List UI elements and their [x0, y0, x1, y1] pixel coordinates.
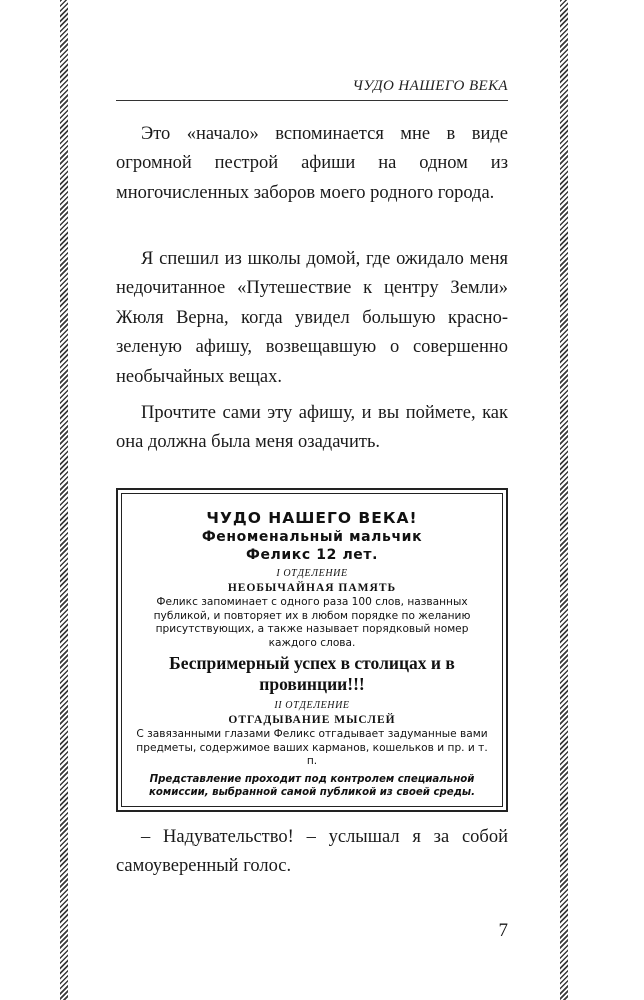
- paragraph-2: Я спешил из школы домой, где ожидало меня недочитанное «Путешествие к центру Земли» Жюля Верна, когда увидел большую красно-зеленую афишу, возвещавшую о совершенно необычайных вещах.: [116, 249, 508, 387]
- poster-subtitle-2: Феликс 12 лет.: [245, 547, 379, 563]
- poster-highlight: Беспримерный успех в столицах и в провинции!!!: [169, 653, 455, 694]
- left-page-edge-hatching: [60, 0, 68, 1000]
- right-page-edge-hatching: [560, 0, 568, 1000]
- poster-section-2-heading: ОТГАДЫВАНИЕ МЫСЛЕЙ: [228, 714, 396, 726]
- poster-subtitle-1: Феноменальный мальчик: [201, 529, 423, 545]
- poster-section-1-text: Феликс запоминает с одного раза 100 слов, названных публикой, и повторяет их в любом порядке по желанию присутствующих, а также называет порядковый номер каждого слова.: [153, 596, 471, 649]
- running-head-title: ЧУДО НАШЕГО ВЕКА: [352, 78, 508, 94]
- poster-illustration: [116, 488, 508, 812]
- poster-section-2-text: С завязанными глазами Феликс отгадывает задуманные вами предметы, содержимое ваших карманов, кошельков и пр. и т. п.: [136, 728, 488, 767]
- poster-title: ЧУДО НАШЕГО ВЕКА!: [206, 509, 418, 527]
- poster-footer-note: Представление проходит под контролем специальной комиссии, выбранной самой публикой из своей среды.: [149, 773, 475, 798]
- paragraph-1: Это «начало» вспоминается мне в виде огромной пестрой афиши на одном из многочисленных заборов моего родного города.: [116, 124, 508, 203]
- paragraph-3: Прочтите сами эту афишу, и вы поймете, как она должна была меня озадачить.: [116, 403, 508, 453]
- poster-inner-frame: [121, 493, 503, 807]
- header-rule: [116, 100, 508, 101]
- poster-section-1-heading: НЕОБЫЧАЙНАЯ ПАМЯТЬ: [227, 582, 397, 594]
- paragraph-after-poster: – Надувательство! – услышал я за собой самоуверенный голос.: [116, 827, 508, 877]
- page-number: 7: [498, 920, 508, 941]
- poster-section-1-label: I ОТДЕЛЕНИЕ: [276, 568, 348, 579]
- poster-section-2-label: II ОТДЕЛЕНИЕ: [274, 700, 350, 711]
